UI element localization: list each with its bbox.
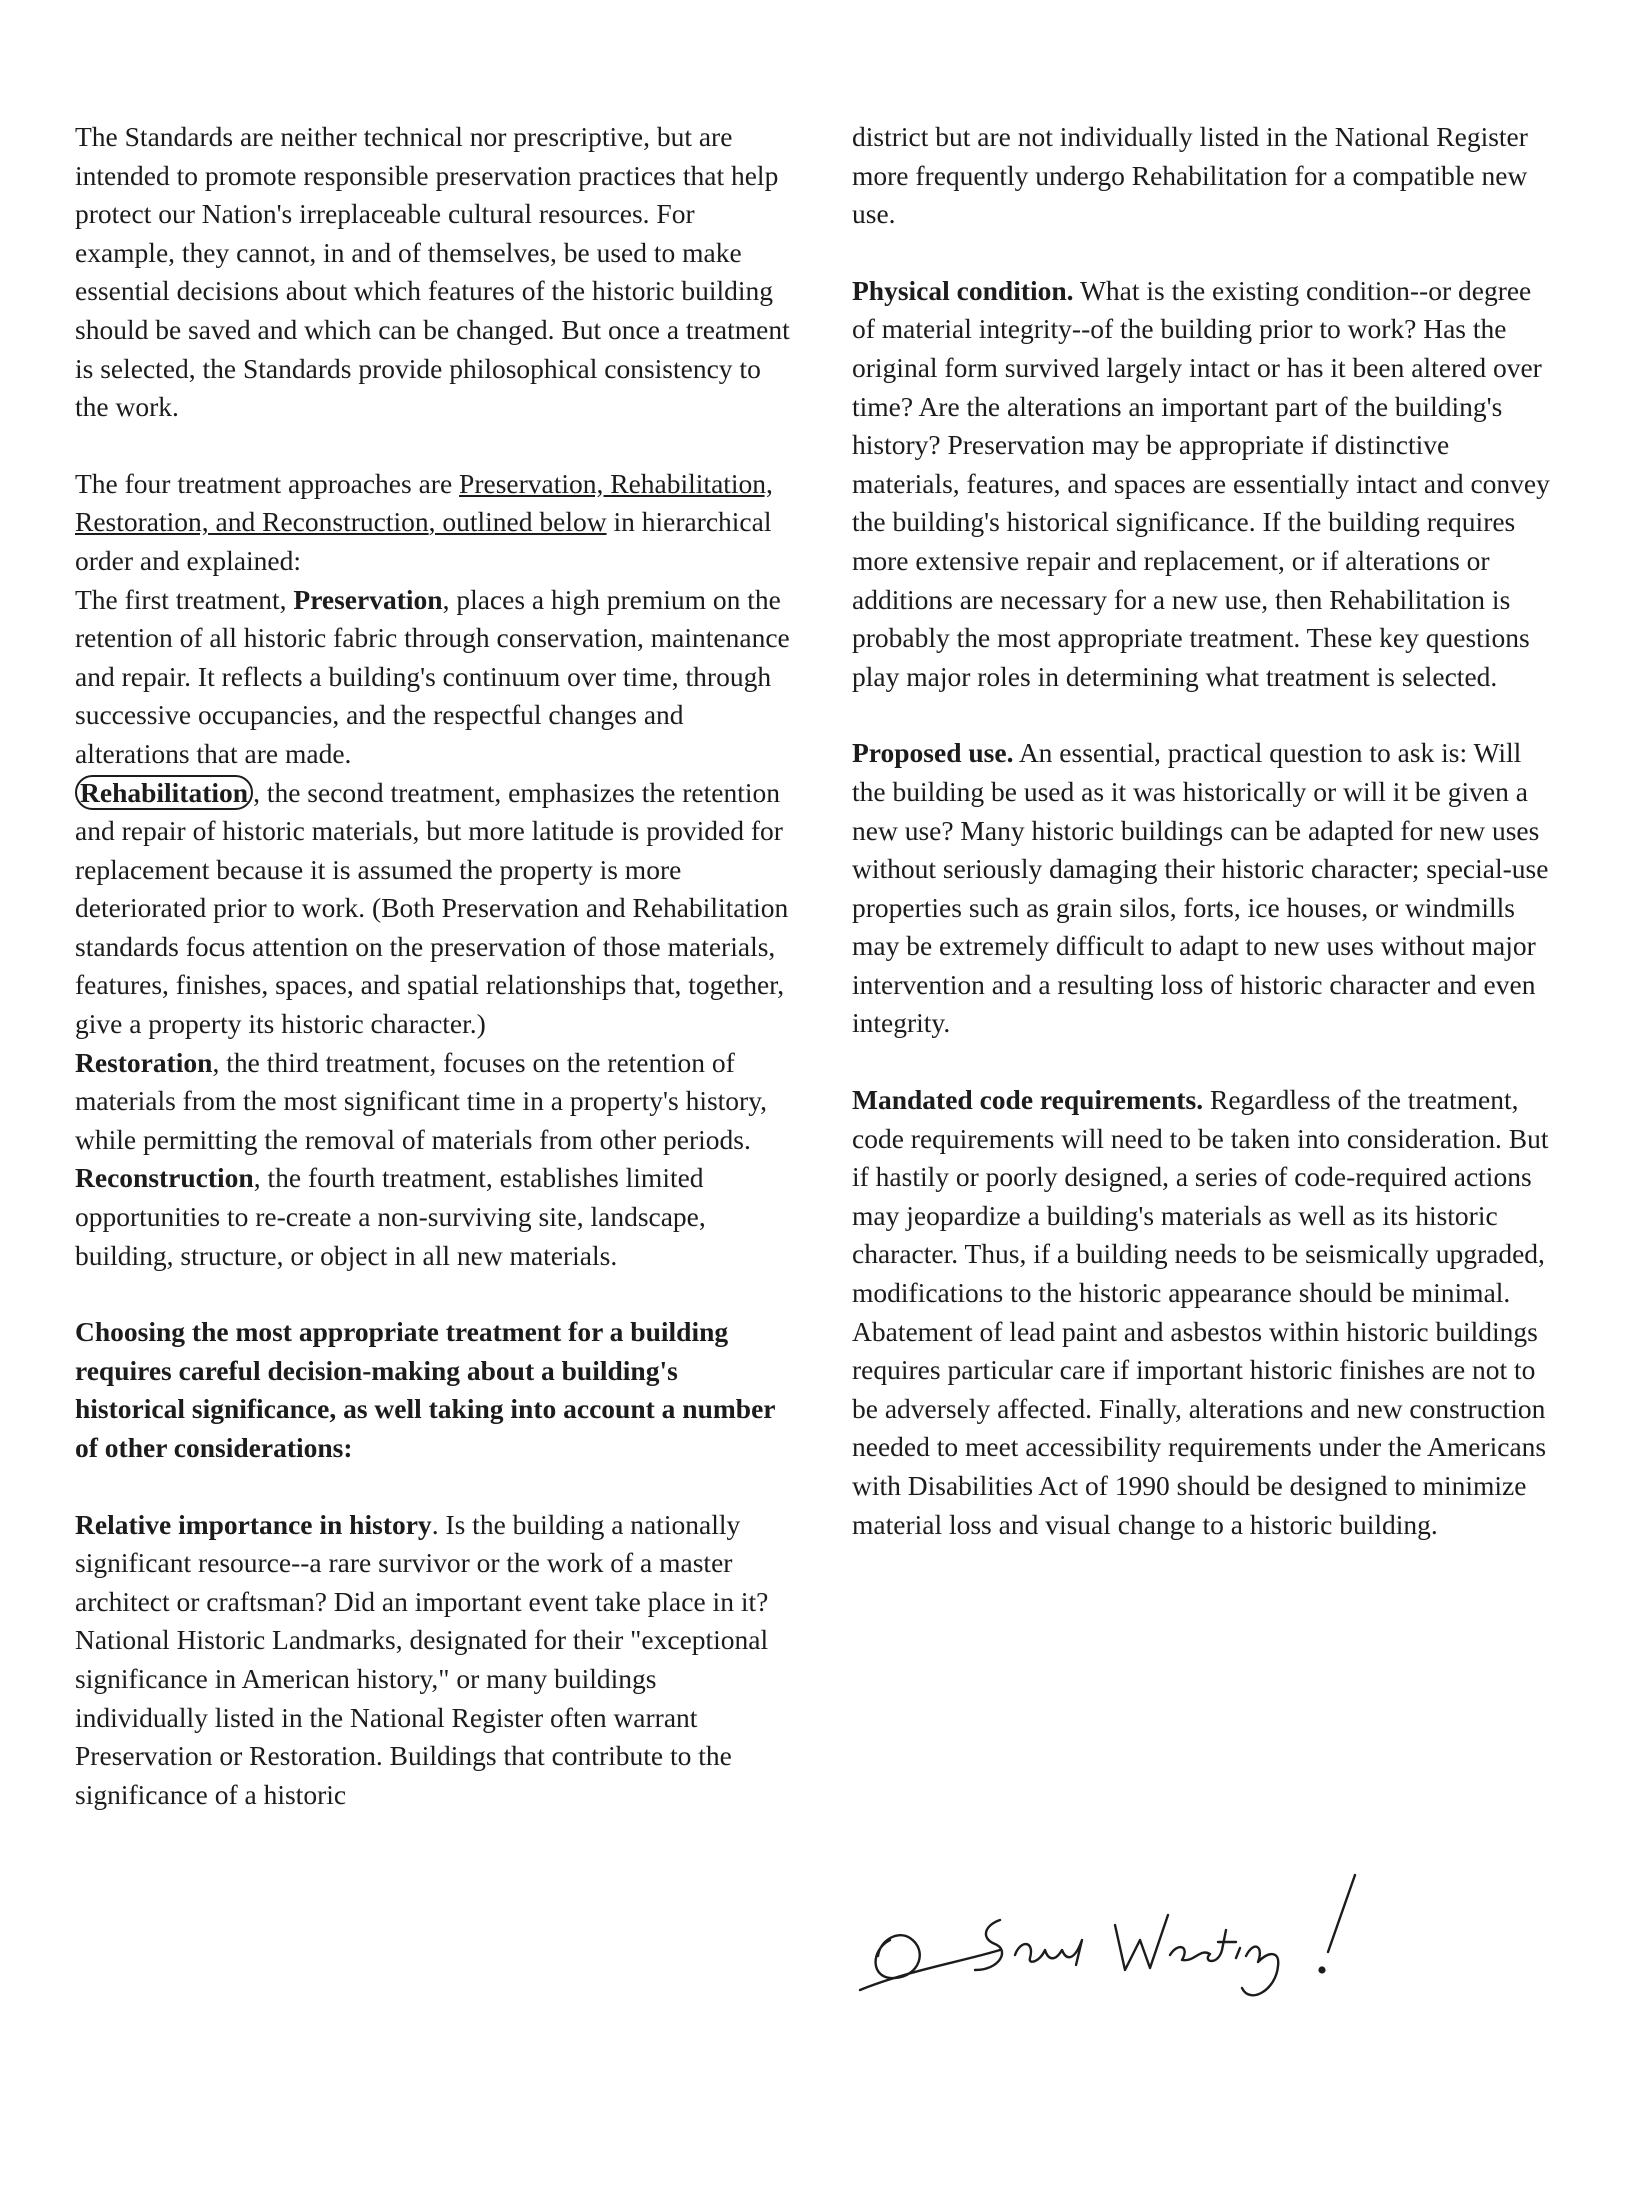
- code-requirements-heading: Mandated code requirements.: [852, 1084, 1204, 1116]
- preservation-lead: The first treatment,: [75, 583, 294, 615]
- code-requirements-text: Regardless of the treatment, code requirements will need to be taken into consideration. But if hastily or poorly designed, a series of code-required actions may jeopardize a building's materials as well as its historic character. Thus, if a building needs to be seismically upgraded, modifications to the historic appearance should be minimal. Abatement of lead paint and asbestos within historic buildings requires particular care if important historic finishes are not to be adversely affected. Finally, alterations and new construction needed to meet accessibility requirements under the Americans with Disabilities Act of 1990 should be designed to minimize material loss and visual change to a historic building.: [852, 1084, 1549, 1540]
- rehabilitation-text: , the second treatment, emphasizes the retention and repair of historic materials, but more latitude is provided for replacement because it is assumed the property is more deteriorated prior to work. (Both Preservation and Rehabilitation standards focus attention on the preservation of those materials, features, finishes, spaces, and spatial relationships that, together, give a property its historic character.): [75, 776, 789, 1040]
- history-text: . Is the building a nationally significant resource--a rare survivor or the work of a master architect or craftsman? Did an important event take place in it? National Historic Landmarks, designated for their "exceptional significance in American history," or many buildings individually listed in the National Register often warrant Preservation or Restoration. Buildings that contribute to the significance of a historic: [75, 1508, 769, 1810]
- proposed-use-paragraph: [852, 734, 1552, 1043]
- rehabilitation-paragraph: [75, 774, 790, 1044]
- intro-paragraph: The Standards are neither technical nor prescriptive, but are intended to promote responsible preservation practices that help protect our Nation's irreplaceable cultural resources. For example, they cannot, in and of themselves, be used to make essential decisions about which features of the historic building should be saved and which can be changed. But once a treatment is selected, the Standards provide philosophical consistency to the work.: [75, 121, 790, 423]
- left-column: [75, 118, 790, 1814]
- district-paragraph: district but are not individually listed in the National Register more frequently undergo Rehabilitation for a compatible new use.: [852, 121, 1528, 230]
- physical-condition-heading: Physical condition.: [852, 274, 1074, 306]
- handwritten-signature: [850, 1870, 1490, 2010]
- rehabilitation-term: Rehabilitation: [75, 775, 253, 810]
- approaches-rest: in hierarchical order and explained:: [75, 506, 772, 576]
- preservation-text: , places a high premium on the retention of all historic fabric through conservation, maintenance and repair. It reflects a building's continuum over time, through successive occupancies, and the respectful changes and alterations that are made.: [75, 583, 790, 769]
- proposed-use-text: An essential, practical question to ask is: Will the building be used as it was historically or will it be given a new use? Many historic buildings can be adapted for new uses without seriously damaging their historic character; special-use properties such as grain silos, forts, ice houses, or windmills may be extremely difficult to adapt to new uses without major intervention and a resulting loss of historic character and even integrity.: [852, 737, 1549, 1039]
- approaches-list: Preservation, Rehabilitation, Restoration, and Reconstruction: [75, 467, 773, 538]
- signature-drawing: [850, 1870, 1490, 2010]
- restoration-paragraph: [75, 1044, 790, 1160]
- preservation-term: Preservation: [293, 583, 443, 615]
- code-requirements-paragraph: [852, 1081, 1552, 1544]
- preservation-paragraph: [75, 581, 790, 774]
- physical-condition-text: What is the existing condition--or degree of material integrity--of the building prior to work? Has the original form survived largely intact or has it been altered over time? Are the alterations an important part of the building's history? Preservation may be appropriate if distinctive materials, features, and spaces are essentially intact and convey the building's historical significance. If the building requires more extensive repair and replacement, or if alterations or additions are necessary for a new use, then Rehabilitation is probably the most appropriate treatment. These key questions play major roles in determining what treatment is selected.: [852, 274, 1550, 692]
- restoration-term: Restoration: [75, 1046, 213, 1078]
- reconstruction-text: , the fourth treatment, establishes limited opportunities to re-create a non-surviving site, landscape, building, structure, or object in all new materials.: [75, 1162, 706, 1271]
- approaches-paragraph: [75, 465, 790, 581]
- history-heading: Relative importance in history: [75, 1508, 432, 1540]
- approaches-outlined: , outlined below: [428, 506, 607, 538]
- history-paragraph: [75, 1506, 790, 1815]
- right-column: [852, 118, 1552, 1544]
- restoration-text: , the third treatment, focuses on the retention of materials from the most significant time in a property's history, while permitting the removal of materials from other periods.: [75, 1046, 768, 1155]
- considerations-heading: Choosing the most appropriate treatment for a building requires careful decision-making about a building's historical significance, as well taking into account a number of other considerations:: [75, 1316, 775, 1463]
- approaches-intro: The four treatment approaches are: [75, 467, 460, 499]
- reconstruction-paragraph: [75, 1159, 790, 1275]
- proposed-use-heading: Proposed use.: [852, 737, 1014, 769]
- reconstruction-term: Reconstruction: [75, 1162, 254, 1194]
- physical-condition-paragraph: [852, 272, 1552, 697]
